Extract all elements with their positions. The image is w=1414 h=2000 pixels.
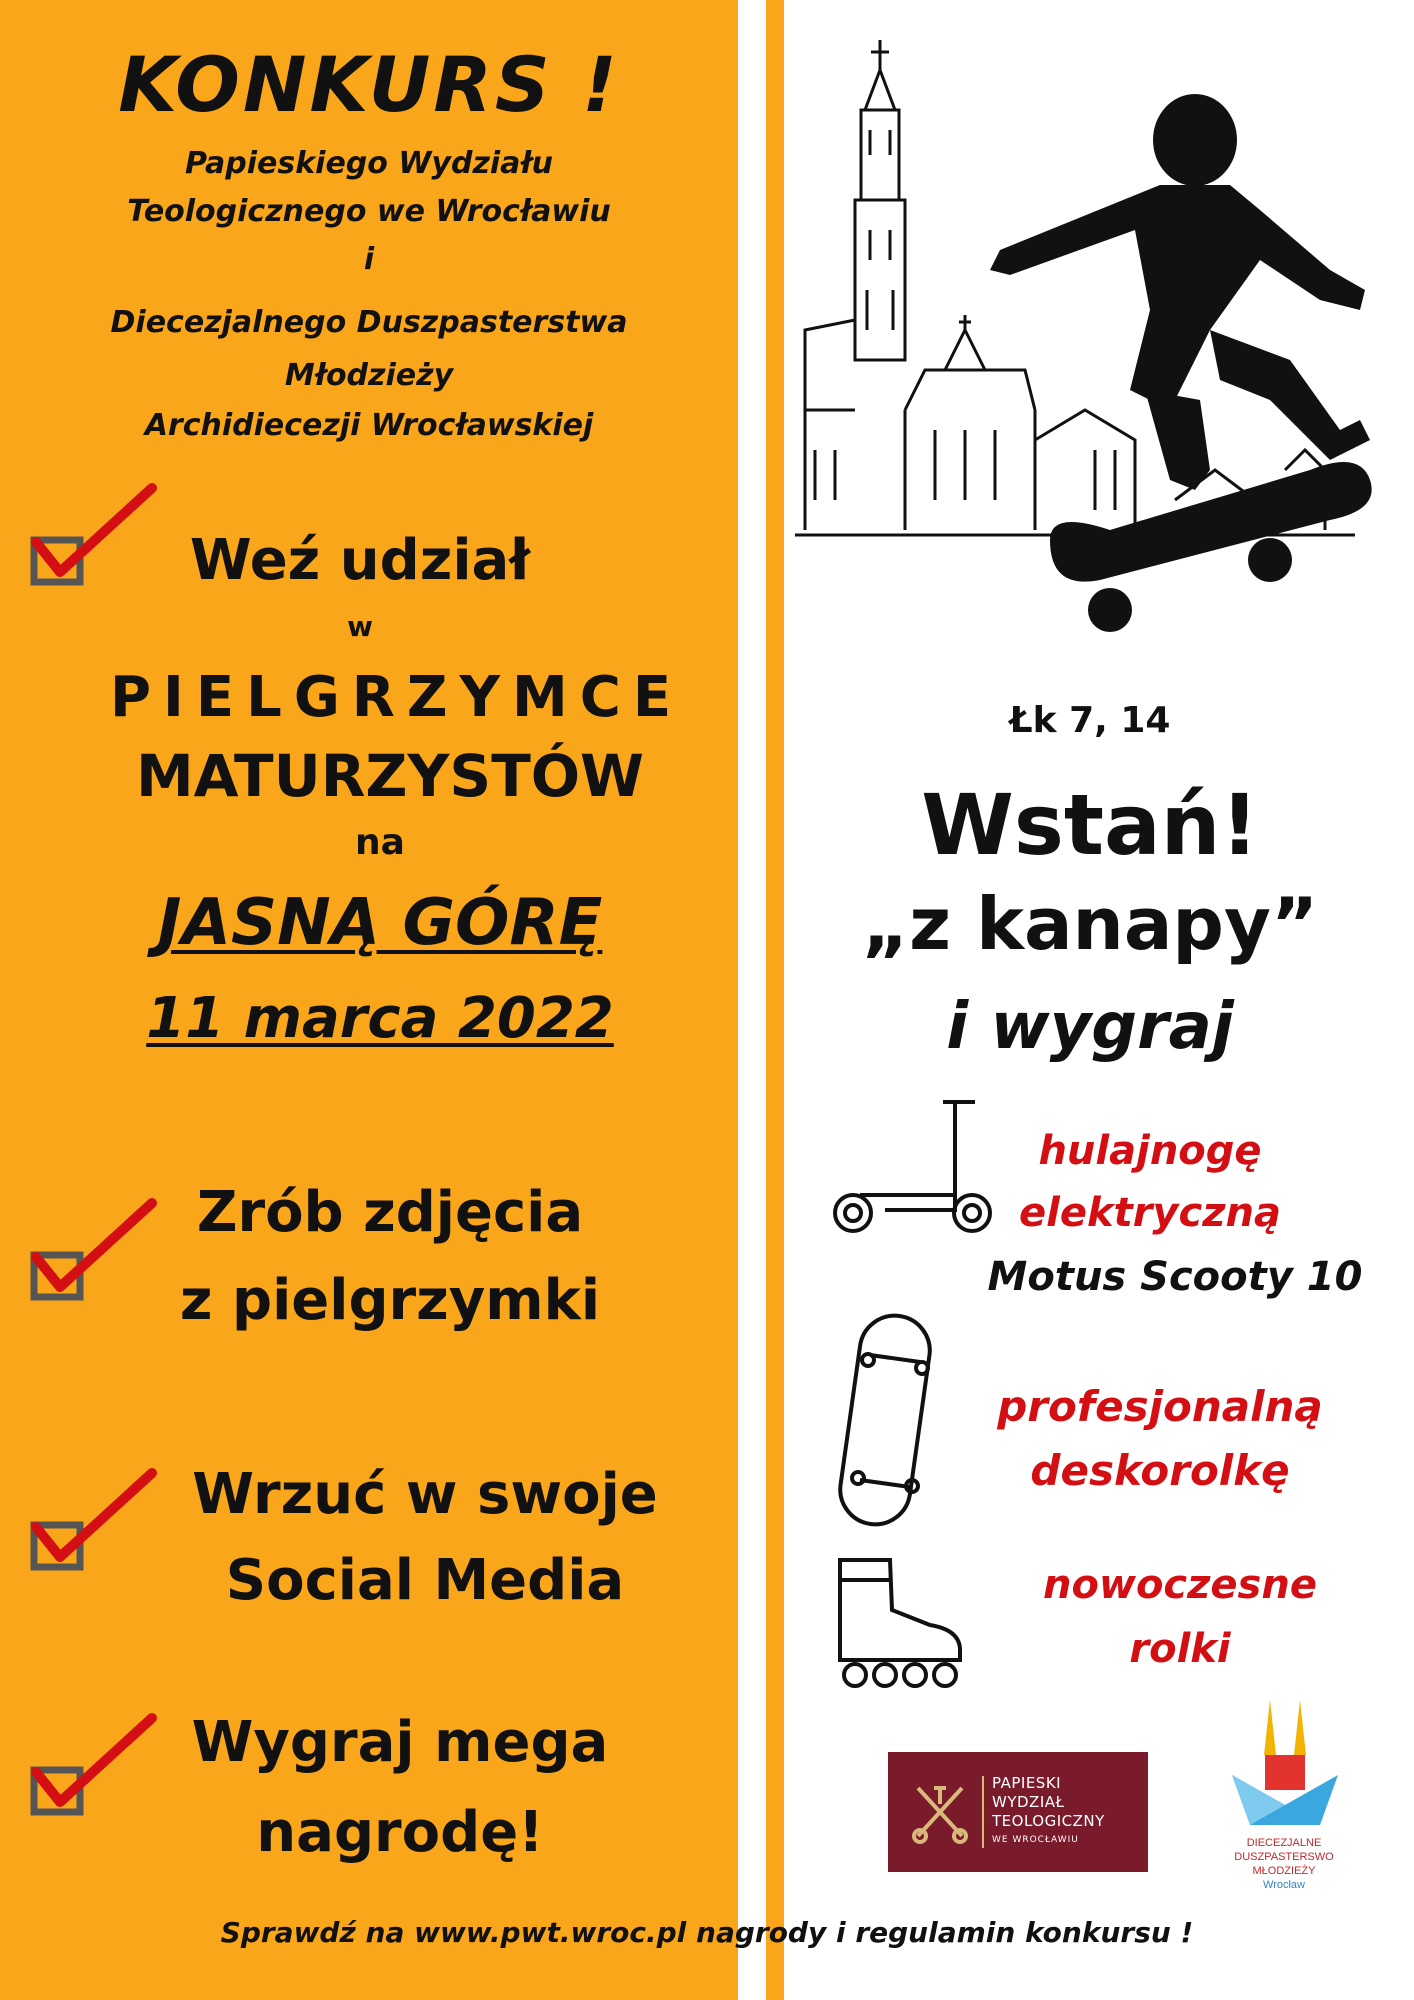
footer-note: Sprawdź na www.pwt.wroc.pl nagrody i regulamin konkursu !	[220, 1916, 1194, 1949]
organizer-conjunction: i	[363, 242, 375, 277]
prize-1-line-2: elektryczną	[1019, 1190, 1281, 1236]
step-1-line-2: w	[347, 610, 373, 643]
scooter-icon	[825, 1090, 1000, 1240]
step-4-line-1: Wygraj mega	[191, 1710, 609, 1775]
organizer-line-1: Papieskiego Wydziału	[184, 146, 554, 181]
step-1-line-4: MATURZYSTÓW	[135, 742, 645, 810]
step-3-line-1: Wrzuć w swoje	[192, 1462, 658, 1527]
contest-title: KONKURS !	[118, 40, 620, 129]
step-1-line-5: na	[355, 822, 405, 863]
step-3-line-2: Social Media	[225, 1548, 625, 1613]
ddm-logo-line-1: DIECEZJALNE	[1246, 1837, 1322, 1849]
prize-3-line-2: rolki	[1129, 1626, 1231, 1672]
ddm-boat-logo-icon	[1230, 1695, 1340, 1835]
organizer-line-5: Archidiecezji Wrocławskiej	[144, 408, 594, 443]
bible-verse-reference: Łk 7, 14	[1009, 700, 1171, 741]
subheadline: „z kanapy”	[861, 882, 1319, 966]
ddm-logo-line-2: DUSZPASTERSWO	[1234, 1851, 1334, 1863]
pwt-logo	[888, 1752, 1148, 1872]
prize-3-line-1: nowoczesne	[1043, 1562, 1317, 1608]
organizer-line-2: Teologicznego we Wrocławiu	[127, 194, 611, 229]
step-1-line-1: Weź udział	[189, 528, 531, 593]
crossed-keys-icon	[910, 1780, 970, 1844]
roller-skate-icon	[830, 1550, 980, 1690]
skateboarder-silhouette	[960, 90, 1390, 650]
prize-1-line-1: hulajnogę	[1038, 1128, 1262, 1174]
pwt-logo-line-4: WE WROCŁAWIU	[992, 1835, 1079, 1845]
pwt-logo-line-2: WYDZIAŁ	[992, 1793, 1065, 1811]
headline: Wstań!	[921, 776, 1259, 874]
skateboard-icon	[830, 1310, 940, 1530]
prize-2-line-2: deskorolkę	[1030, 1446, 1290, 1495]
orange-divider	[766, 0, 784, 2000]
step-4-line-2: nagrodę!	[256, 1800, 544, 1865]
organizer-line-4: Młodzieży	[284, 358, 454, 393]
prize-1-model: Motus Scooty 10	[987, 1254, 1363, 1300]
destination-title: JASNĄ GÓRĘ	[157, 886, 603, 960]
step-2-line-1: Zrób zdjęcia	[196, 1180, 584, 1245]
ddm-logo-text	[1224, 1836, 1344, 1892]
event-date: 11 marca 2022	[146, 986, 614, 1051]
win-text: i wygraj	[946, 990, 1234, 1064]
organizer-line-3: Diecezjalnego Duszpasterstwa	[110, 305, 628, 340]
step-2-line-2: z pielgrzymki	[179, 1268, 601, 1333]
prize-2-line-1: profesjonalną	[997, 1382, 1323, 1431]
pwt-logo-line-1: PAPIESKI	[992, 1774, 1062, 1792]
ddm-logo-line-3: MŁODZIEŻY	[1252, 1865, 1316, 1877]
step-1-line-3: PIELGRZYMCE	[110, 665, 684, 730]
pwt-logo-line-3: TEOLOGICZNY	[992, 1812, 1105, 1830]
ddm-logo-line-4: Wrocław	[1263, 1879, 1305, 1891]
